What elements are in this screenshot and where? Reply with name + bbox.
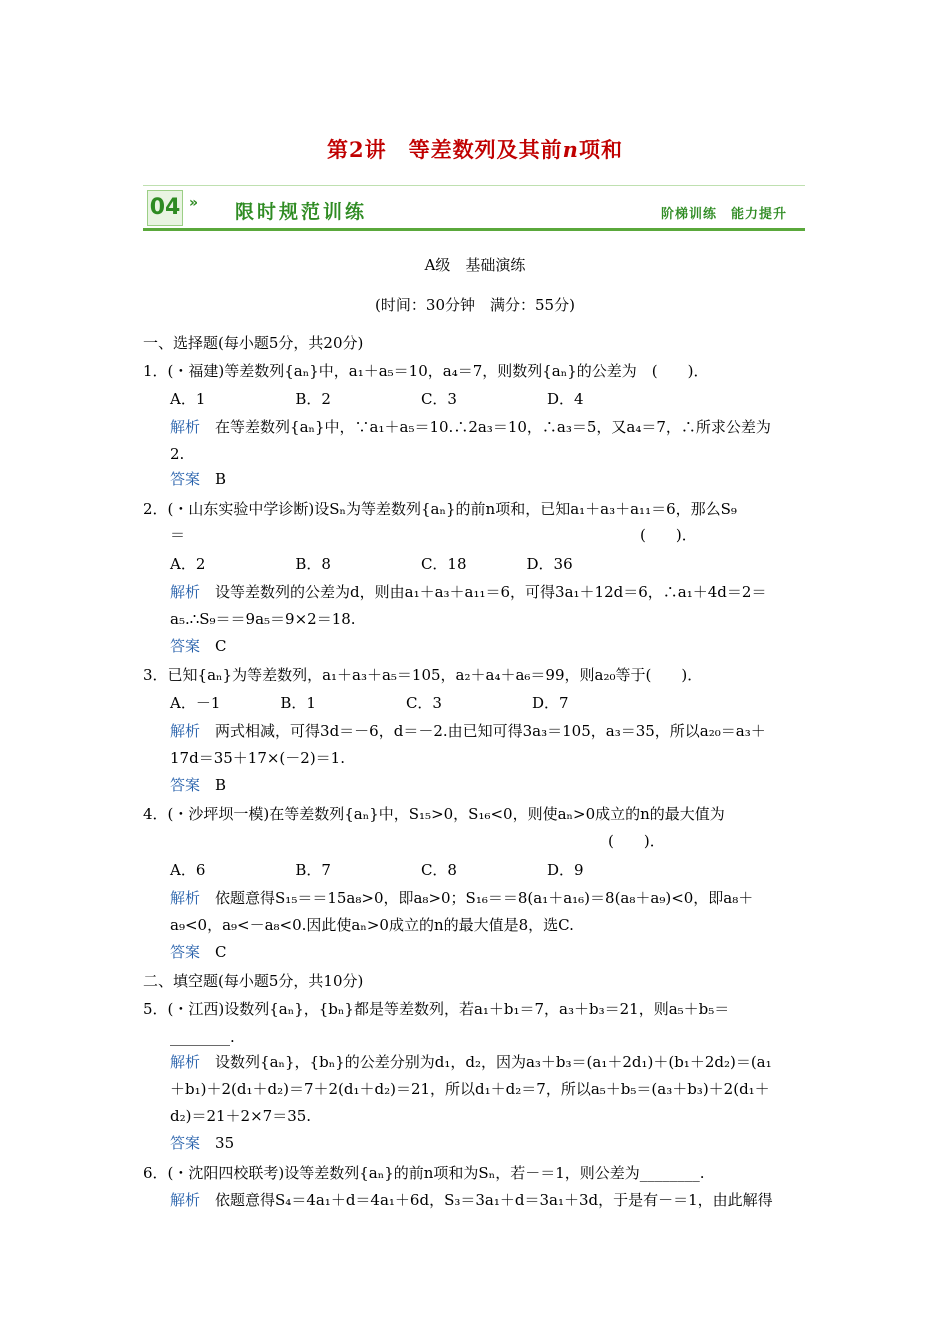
line-text: 二、填空题(每小题5分，共10分) <box>143 972 364 990</box>
text-line-q1 <box>143 360 709 382</box>
text-line-q3j <box>170 720 766 742</box>
text-line-q2j2 <box>170 608 356 630</box>
level-heading: A级 基础演练 <box>424 256 526 274</box>
text-line-q2 <box>143 498 737 520</box>
line-text: 17d＝35＋17×(－2)＝1. <box>170 749 345 767</box>
banner-subheading: 阶梯训练 能力提升 <box>660 207 787 222</box>
answer-parentheses: ( )． <box>608 832 665 850</box>
text-line-q2a <box>170 635 227 657</box>
line-text: ＝ <box>170 526 186 544</box>
text-line-q6 <box>143 1162 705 1184</box>
line-text: 2．(・山东实验中学诊断)设Sₙ为等差数列{aₙ}的前n项和，已知a₁＋a₃＋a₁₁＝6，那么S₉ <box>143 500 737 518</box>
text-line-q5b <box>170 1026 235 1048</box>
analysis-label: 解析 <box>170 1053 201 1071</box>
line-text: a₅.∴S₉＝＝9a₅＝9×2＝18. <box>170 610 356 628</box>
text-line-q3o <box>170 692 569 714</box>
text-line-s1 <box>143 332 363 354</box>
line-text: 依题意得S₄＝4a₁＋d＝4a₁＋6d，S₃＝3a₁＋d＝3a₁＋3d，于是有－＝1，由此解得 <box>215 1191 773 1209</box>
banner-top-rule <box>143 185 805 186</box>
text-line-q1j <box>170 416 771 438</box>
answer-label: 答案 <box>170 1134 201 1152</box>
answer-label: 答案 <box>170 637 201 655</box>
text-line-q2j <box>170 581 766 603</box>
text-line-q3a <box>170 774 226 796</box>
text-line-q1o <box>170 388 584 410</box>
line-text: ＋b₁)＋2(d₁＋d₂)＝7＋2(d₁＋d₂)＝21，所以d₁＋d₂＝7，所以a₅＋b₅＝(a₃＋b₃)＋2(d₁＋ <box>170 1080 770 1098</box>
text-line-q5a <box>170 1132 234 1154</box>
line-text: 依题意得S₁₅＝＝15a₈>0，即a₈>0；S₁₆＝＝8(a₁＋a₁₆)＝8(a₈＋a₉)<0，即a₈＋ <box>215 889 754 907</box>
line-text: d₂)＝21＋2×7＝35. <box>170 1107 312 1125</box>
text-line-q5j3 <box>170 1105 311 1127</box>
line-text: A．－1 B．1 C．3 D．7 <box>170 694 569 712</box>
answer-label: 答案 <box>170 470 201 488</box>
text-line-q3j2 <box>170 747 345 769</box>
title-variable: n <box>562 137 579 162</box>
text-line-q2b <box>170 524 185 546</box>
line-text: 35 <box>215 1134 235 1152</box>
text-line-s2 <box>143 970 363 992</box>
text-line-q2o <box>170 553 573 575</box>
line-text: 设数列{aₙ}，{bₙ}的公差分别为d₁，d₂，因为a₃＋b₃＝(a₁＋2d₁)＋(b₁＋2d₂)＝(a₁ <box>215 1053 772 1071</box>
text-line-q6j <box>170 1189 773 1211</box>
line-text: 4．(・沙坪坝一模)在等差数列{aₙ}中，S₁₅>0，S₁₆<0，则使aₙ>0成立的n的最大值为 <box>143 805 725 823</box>
line-text: B <box>215 776 227 794</box>
line-text: A．2 B．8 C．18 D．36 <box>170 555 573 573</box>
text-line-q4j <box>170 887 753 909</box>
banner-number-badge: 04 <box>147 190 183 226</box>
text-line-q5 <box>143 998 729 1020</box>
text-line-q1j2 <box>170 443 184 465</box>
section-banner <box>143 185 805 231</box>
line-text: 在等差数列{aₙ}中，∵a₁＋a₅＝10.∴2a₃＝10，∴a₃＝5，又a₄＝7，∴所求公差为 <box>215 418 771 436</box>
text-line-q1a <box>170 468 226 490</box>
line-text: C <box>215 637 227 655</box>
line-text: 3．已知{aₙ}为等差数列，a₁＋a₃＋a₅＝105，a₂＋a₄＋a₆＝99，则a₂₀等于( )． <box>143 666 703 684</box>
line-text: 两式相减，可得3d＝－6，d＝－2.由已知可得3a₃＝105，a₃＝35，所以a₂₀＝a₃＋ <box>215 722 766 740</box>
line-text: 1．(・福建)等差数列{aₙ}中，a₁＋a₅＝10，a₄＝7，则数列{aₙ}的公差为 ( )． <box>143 362 709 380</box>
page-title <box>0 134 950 164</box>
analysis-label: 解析 <box>170 722 201 740</box>
line-text: A．6 B．7 C．8 D．9 <box>170 861 584 879</box>
banner-heading: 限时规范训练 <box>235 201 368 223</box>
line-text: B <box>215 470 227 488</box>
answer-label: 答案 <box>170 943 201 961</box>
time-info: (时间：30分钟 满分：55分) <box>375 296 575 314</box>
answer-parentheses: ( )． <box>640 526 697 544</box>
chevron-icon: » <box>189 195 199 211</box>
line-text: 设等差数列的公差为d，则由a₁＋a₃＋a₁₁＝6，可得3a₁＋12d＝6，∴a₁＋4d＝2＝ <box>215 583 767 601</box>
text-line-q5j <box>170 1051 772 1073</box>
line-text: C <box>215 943 227 961</box>
title-suffix: 项和 <box>578 137 623 162</box>
line-text: A．1 B．2 C．3 D．4 <box>170 390 584 408</box>
banner-bottom-rule <box>143 228 805 231</box>
line-text: 6．(・沈阳四校联考)设等差数列{aₙ}的前n项和为Sₙ，若－＝1，则公差为________. <box>143 1164 705 1182</box>
line-text: ________. <box>170 1028 235 1046</box>
answer-label: 答案 <box>170 776 201 794</box>
text-line-q3 <box>143 664 702 686</box>
title-prefix: 第2讲 等差数列及其前 <box>327 137 563 162</box>
analysis-label: 解析 <box>170 1191 201 1209</box>
analysis-label: 解析 <box>170 418 201 436</box>
analysis-label: 解析 <box>170 583 201 601</box>
text-line-q4a <box>170 941 227 963</box>
text-line-q4o <box>170 859 584 881</box>
line-text: 5．(・江西)设数列{aₙ}，{bₙ}都是等差数列，若a₁＋b₁＝7，a₃＋b₃＝21，则a₅＋b₅＝ <box>143 1000 730 1018</box>
line-text: 2. <box>170 445 185 463</box>
text-line-q4j2 <box>170 914 574 936</box>
text-line-q5j2 <box>170 1078 770 1100</box>
text-line-q4 <box>143 803 725 825</box>
analysis-label: 解析 <box>170 889 201 907</box>
line-text: 一、选择题(每小题5分，共20分) <box>143 334 364 352</box>
line-text: a₉<0，a₉<－a₈<0.因此使aₙ>0成立的n的最大值是8，选C. <box>170 916 574 934</box>
